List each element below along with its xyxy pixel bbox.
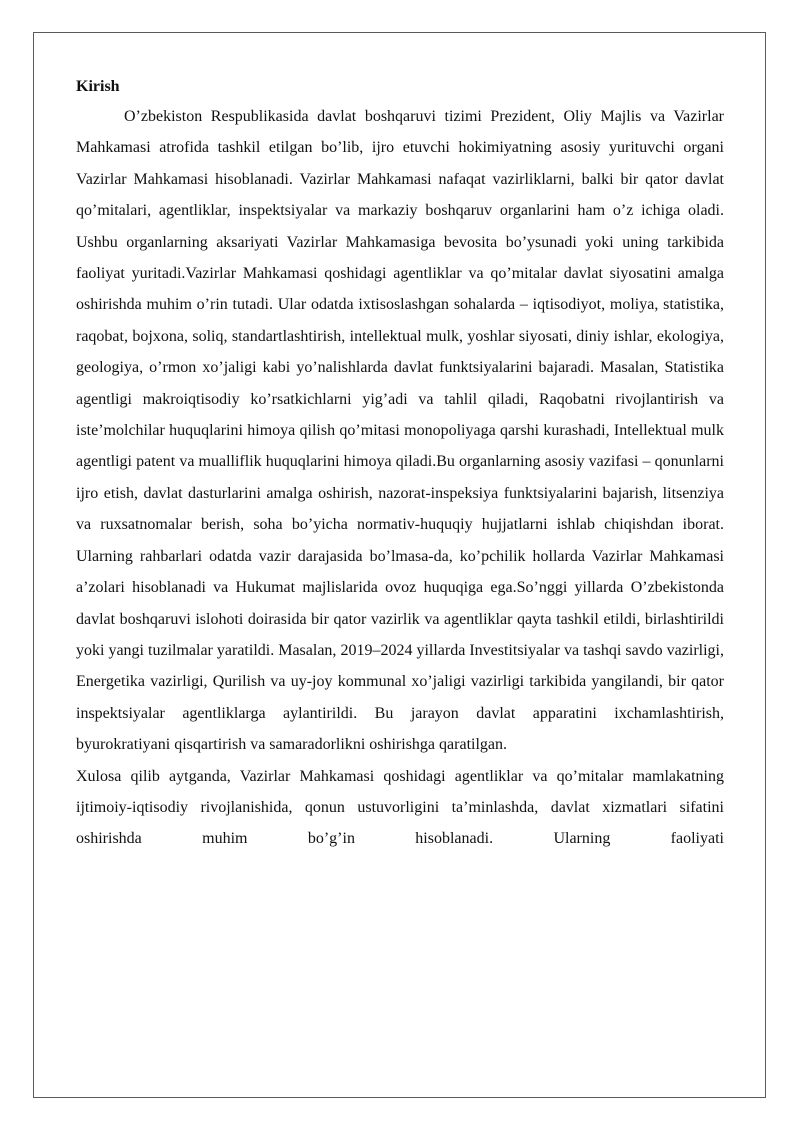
body-paragraph-conclusion: Xulosa qilib aytganda, Vazirlar Mahkamasi qoshidagi agentliklar va qo’mitalar mamlakatning ijtimoiy-iqtisodiy rivojlanishida, qonun ustuvorligini ta’minlashda, davlat xizmatlari sifatini oshirishda muhim bo’g’in hisoblanadi. Ularning faoliyati — [76, 767, 724, 848]
body-paragraph-intro: O’zbekiston Respublikasida davlat boshqaruvi tizimi Prezident, Oliy Majlis va Vazirlar Mahkamasi atrofida tashkil etilgan bo’lib, ijro etuvchi hokimiyatning asosiy yurituvchi organi Vazirlar Mahkamasi hisoblanadi. Vazirlar Mahkamasi nafaqat vazirliklarni, balki bir qator davlat qo’mitalari, agentliklar, inspektsiyalar va markaziy boshqaruv organlarini ham o’z ichiga oladi. Ushbu organlarning aksariyati Vazirlar Mahkamasiga bevosita bo’ysunadi yoki uning tarkibida faoliyat yuritadi.Vazirlar Mahkamasi qoshidagi agentliklar va qo’mitalar davlat siyosatini amalga oshirishda muhim o’rin tutadi. Ular odatda ixtisoslashgan sohalarda – iqtisodiyot, moliya, statistika, raqobat, bojxona, soliq, standartlashtirish, intellektual mulk, yoshlar siyosati, diniy ishlar, ekologiya, geologiya, o’rmon xo’jaligi kabi yo’nalishlarda davlat funktsiyalarini bajaradi. Masalan, Statistika agentligi makroiqtisodiy ko’rsatkichlarni yig’adi va tahlil qiladi, Raqobatni rivojlantirish va iste’molchilar huquqlarini himoya qilish qo’mitasi monopoliyaga qarshi kurashadi, Intellektual mulk agentligi patent va mualliflik huquqlarini himoya qiladi.Bu organlarning asosiy vazifasi – qonunlarni ijro etish, davlat dasturlarini amalga oshirish, nazorat-inspeksiya funktsiyalarini bajarish, litsenziya va ruxsatnomalar berish, soha bo’yicha normativ-huquqiy hujjatlarni ishlab chiqishdan iborat. Ularning rahbarlari odatda vazir darajasida bo’lmasa-da, ko’pchilik hollarda Vazirlar Mahkamasi a’zolari hisoblanadi va Hukumat majlislarida ovoz huquqiga ega.So’nggi yillarda O’zbekistonda davlat boshqaruvi islohoti doirasida bir qator vazirlik va agentliklar qayta tashkil etildi, birlashtirildi yoki yangi tuzilmalar yaratildi. Masalan, 2019–2024 yillarda Investitsiyalar va tashqi savdo vazirligi, Energetika vazirligi, Qurilish va uy-joy kommunal xo’jaligi vazirligi tarkibida yangilandi, bir qator inspektsiyalar agentliklarga aylantirildi. Bu jarayon davlat apparatini ixchamlashtirish, byurokratiyani qisqartirish va samaradorlikni oshirishga qaratilgan. — [76, 108, 724, 754]
section-heading: Kirish — [76, 78, 120, 95]
document-body — [76, 73, 724, 855]
